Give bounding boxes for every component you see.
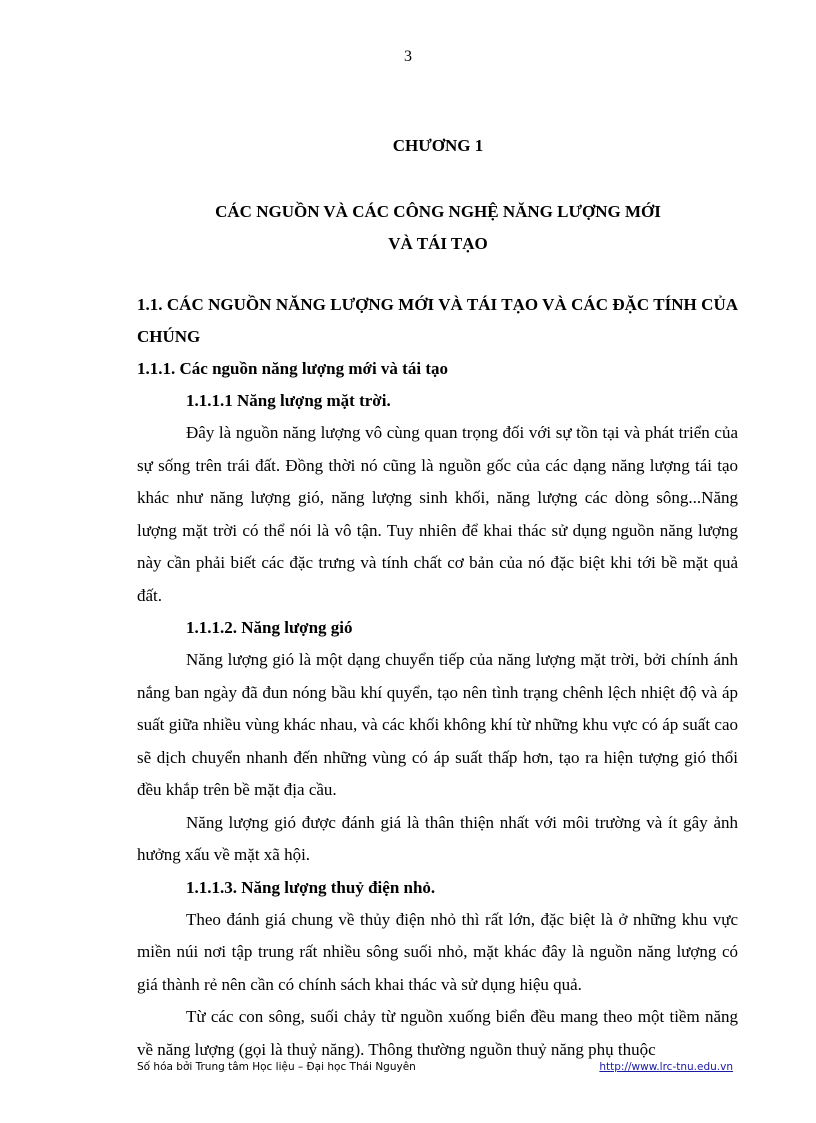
chapter-heading: CHƯƠNG 1 xyxy=(392,136,484,155)
section-heading-1-1-1: 1.1.1. Các nguồn năng lượng mới và tái tạo xyxy=(137,359,448,378)
paragraph-wind-1: Năng lượng gió là một dạng chuyển tiếp của năng lượng mặt trời, bởi chính ánh nắng ban ngày đã đun nóng bầu khí quyển, tạo nên tình trạng chênh lệch nhiệt độ và áp suất giữa nhiều vùng khác nhau, và các khối không khí từ những khu vực có áp suất cao sẽ dịch chuyển nhanh đến những vùng có áp suất thấp hơn, tạo ra hiện tượng gió thổi đều khắp trên bề mặt địa cầu. xyxy=(137,650,738,799)
section-heading-1-1-1-1: 1.1.1.1 Năng lượng mặt trời. xyxy=(186,391,391,410)
section-heading-1-1-1-3: 1.1.1.3. Năng lượng thuỷ điện nhỏ. xyxy=(186,877,436,897)
footer-link[interactable]: http://www.lrc-tnu.edu.vn xyxy=(599,1061,733,1073)
footer-credit: Số hóa bởi Trung tâm Học liệu – Đại học Thái Nguyên xyxy=(137,1061,416,1073)
paragraph-solar: Đây là nguồn năng lượng vô cùng quan trọng đối với sự tồn tại và phát triển của sự sống trên trái đất. Đồng thời nó cũng là nguồn gốc của các dạng năng lượng tái tạo khác như năng lượng gió, năng lượng sinh khối, năng lượng các dòng sông...Năng lượng mặt trời có thể nói là vô tận. Tuy nhiên để khai thác sử dụng nguồn năng lượng này cần phải biết các đặc trưng và tính chất cơ bản của nó đặc biệt khi tới bề mặt quả đất. xyxy=(137,423,738,605)
chapter-title-line-1: CÁC NGUỒN VÀ CÁC CÔNG NGHỆ NĂNG LƯỢNG MỚI xyxy=(215,202,661,221)
paragraph-hydro-2: Từ các con sông, suối chảy từ nguồn xuống biển đều mang theo một tiềm năng về năng lượng (gọi là thuỷ năng). Thông thường nguồn thuỷ năng phụ thuộc xyxy=(137,1007,738,1059)
section-heading-1-1-1-2: 1.1.1.2. Năng lượng gió xyxy=(186,618,353,637)
paragraph-wind-2: Năng lượng gió được đánh giá là thân thiện nhất với môi trường và ít gây ảnh hưởng xấu về mặt xã hội. xyxy=(137,812,738,864)
chapter-title-line-2: VÀ TÁI TẠO xyxy=(388,234,488,253)
page-number: 3 xyxy=(404,48,412,65)
section-heading-1-1: 1.1. CÁC NGUỒN NĂNG LƯỢNG MỚI VÀ TÁI TẠO VÀ CÁC ĐẶC TÍNH CỦA CHÚNG xyxy=(137,295,738,346)
paragraph-hydro-1: Theo đánh giá chung về thủy điện nhỏ thì rất lớn, đặc biệt là ở những khu vực miền núi nơi tập trung rất nhiều sông suối nhỏ, mặt khác đây là nguồn năng lượng có giá thành rẻ nên cần có chính sách khai thác và sử dụng hiệu quả. xyxy=(137,909,738,994)
document-body xyxy=(137,289,738,1066)
chapter-title xyxy=(0,196,816,260)
